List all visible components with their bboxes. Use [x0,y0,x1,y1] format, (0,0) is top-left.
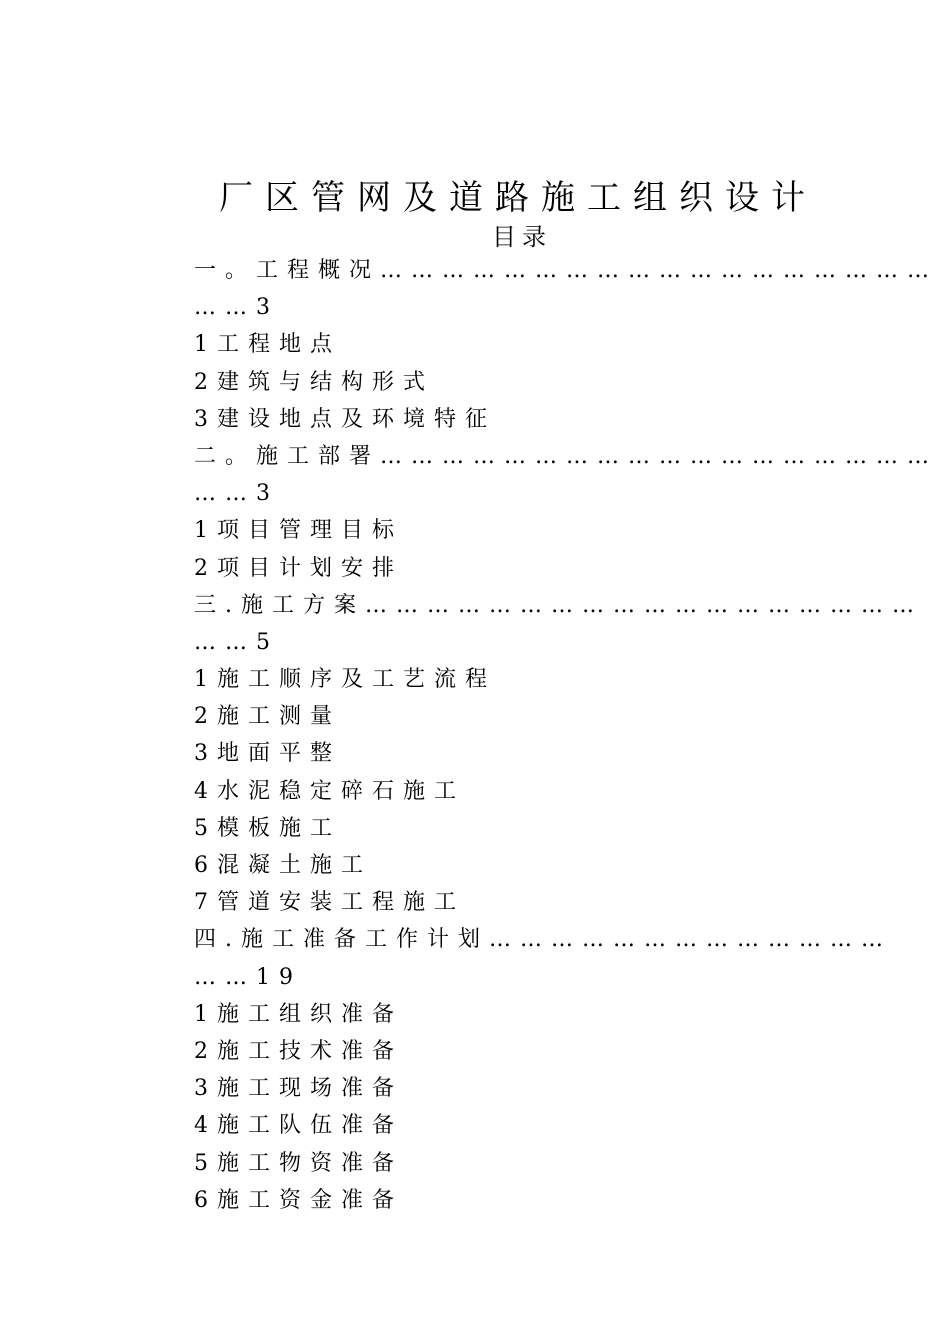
toc-item: 5模板施工 [194,815,341,841]
toc-section-3-page: ……5 [194,629,279,655]
toc-section-2-page: ……3 [194,481,279,507]
toc-item: 6施工资金准备 [194,1187,403,1213]
toc-item: 1施工顺序及工艺流程 [194,667,496,693]
toc-item: 2项目计划安排 [194,555,403,581]
toc-item: 2施工测量 [194,704,341,730]
table-of-contents [194,252,939,1219]
toc-item: 1施工组织准备 [194,1001,403,1027]
toc-section-2: 二。施工部署……………………………………………… [194,443,939,469]
toc-item: 4水泥稳定碎石施工 [194,778,465,804]
toc-item: 4施工队伍准备 [194,1113,403,1139]
toc-item: 6混凝土施工 [194,853,372,878]
toc-heading: 目录 [492,223,552,251]
toc-section-1-page: ……3 [194,295,279,321]
toc-item: 5施工物资准备 [194,1150,403,1176]
toc-item: 3建设地点及环境特征 [194,406,496,432]
toc-item: 7管道安装工程施工 [194,890,465,916]
toc-section-4: 四.施工准备工作计划………………………………… [194,927,892,953]
toc-item: 1项目管理目标 [194,518,403,544]
toc-item: 2建筑与结构形式 [194,369,434,395]
toc-section-3: 三.施工方案……………………………………………… [194,592,923,618]
toc-item: 2施工技术准备 [194,1038,403,1064]
toc-section-4-page: ……19 [194,964,302,990]
document-title: 厂区管网及道路施工组织设计 [219,178,817,218]
toc-item: 3施工现场准备 [194,1076,403,1102]
toc-item: 3地面平整 [194,741,341,767]
toc-section-1: 一。工程概况……………………………………………… [194,258,939,283]
toc-item: 1工程地点 [194,332,341,358]
